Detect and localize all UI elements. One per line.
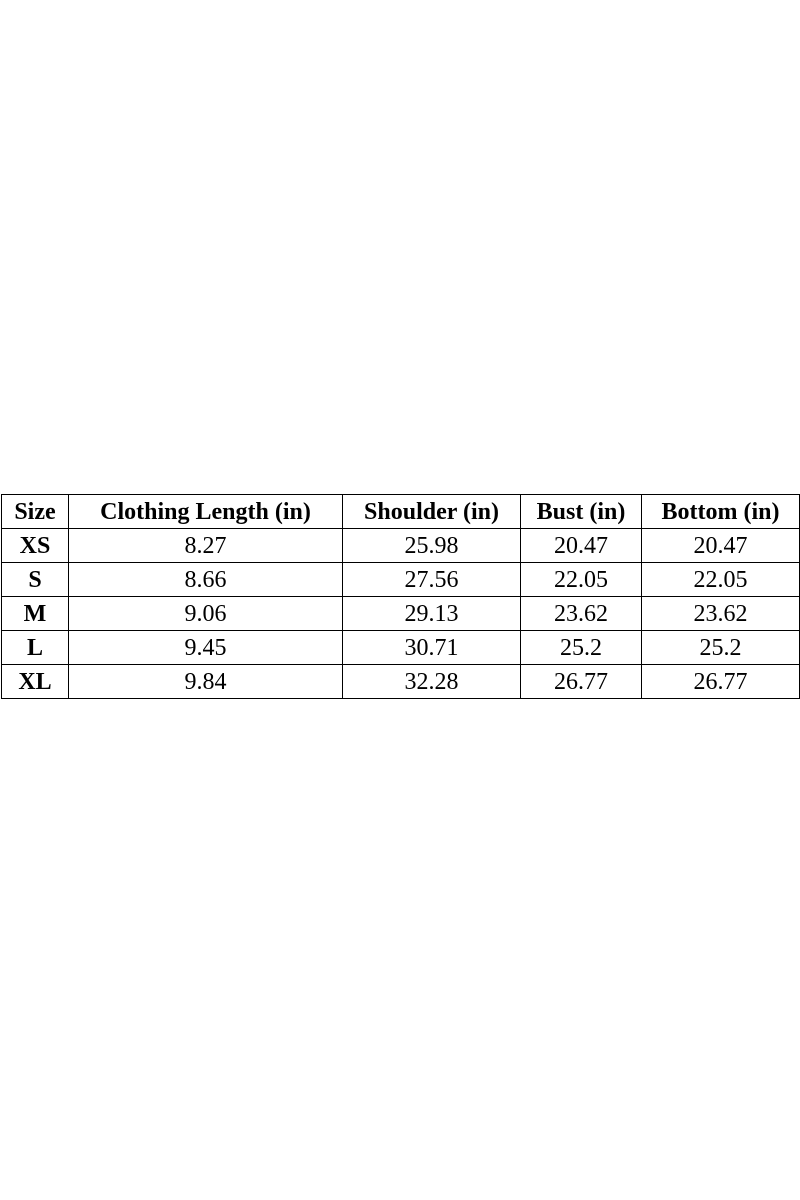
size-cell: S (2, 563, 69, 597)
header-clothing-length: Clothing Length (in) (69, 495, 343, 529)
table-row (2, 529, 800, 563)
bust-cell: 26.77 (521, 665, 642, 699)
size-cell: XS (2, 529, 69, 563)
size-cell: XL (2, 665, 69, 699)
bottom-cell: 25.2 (642, 631, 800, 665)
table-row (2, 597, 800, 631)
header-size: Size (2, 495, 69, 529)
shoulder-cell: 29.13 (343, 597, 521, 631)
clothing-length-cell: 9.45 (69, 631, 343, 665)
header-bottom: Bottom (in) (642, 495, 800, 529)
bottom-cell: 20.47 (642, 529, 800, 563)
shoulder-cell: 32.28 (343, 665, 521, 699)
shoulder-cell: 30.71 (343, 631, 521, 665)
clothing-length-cell: 8.66 (69, 563, 343, 597)
size-chart-table (1, 494, 800, 699)
table-row (2, 665, 800, 699)
bust-cell: 23.62 (521, 597, 642, 631)
bust-cell: 20.47 (521, 529, 642, 563)
size-cell: L (2, 631, 69, 665)
shoulder-cell: 25.98 (343, 529, 521, 563)
size-cell: M (2, 597, 69, 631)
bottom-cell: 22.05 (642, 563, 800, 597)
table-header-row (2, 495, 800, 529)
bust-cell: 25.2 (521, 631, 642, 665)
bottom-cell: 26.77 (642, 665, 800, 699)
clothing-length-cell: 8.27 (69, 529, 343, 563)
table-row (2, 563, 800, 597)
bust-cell: 22.05 (521, 563, 642, 597)
clothing-length-cell: 9.84 (69, 665, 343, 699)
table-row (2, 631, 800, 665)
clothing-length-cell: 9.06 (69, 597, 343, 631)
shoulder-cell: 27.56 (343, 563, 521, 597)
header-bust: Bust (in) (521, 495, 642, 529)
bottom-cell: 23.62 (642, 597, 800, 631)
header-shoulder: Shoulder (in) (343, 495, 521, 529)
